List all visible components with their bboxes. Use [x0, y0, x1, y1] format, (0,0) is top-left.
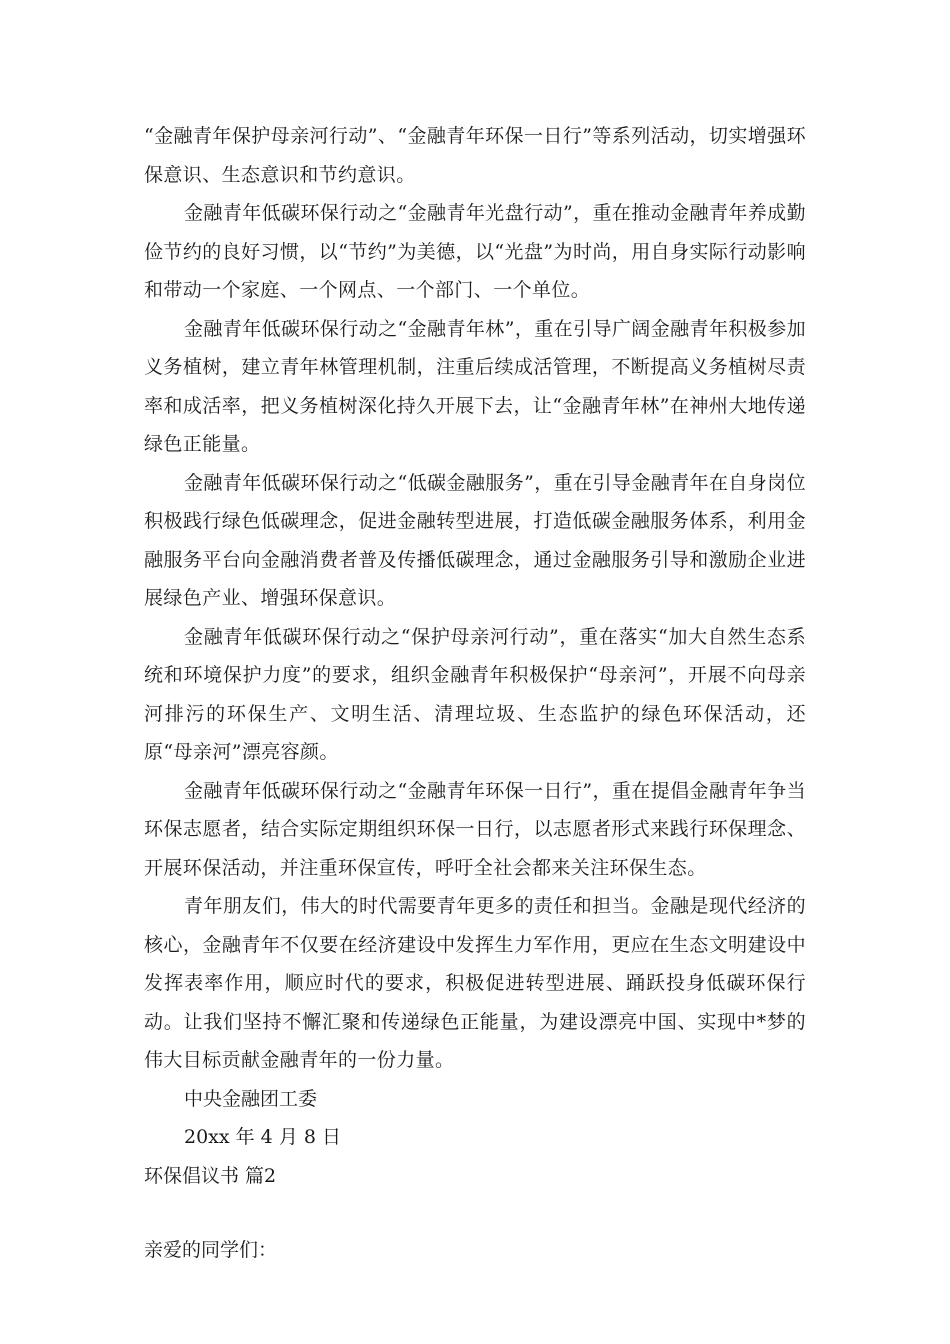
paragraph-4: 金融青年低碳环保行动之“低碳金融服务”，重在引导金融青年在自身岗位积极践行绿色低碳理念，促进金融转型进展，打造低碳金融服务体系，利用金融服务平台向金融消费者普及传播低碳理念，通过金融服务引导和激励企业进展绿色产业、增强环保意识。: [144, 471, 806, 609]
signature-org: 中央金融团工委: [184, 1087, 318, 1110]
paragraph-5: 金融青年低碳环保行动之“保护母亲河行动”，重在落实“加大自然生态系统和环境保护力度”的要求，组织金融青年积极保护“母亲河”，开展不向母亲河排污的环保生产、文明生活、清理垃圾、生态监护的绿色环保活动，还原“母亲河”漂亮容颜。: [144, 625, 806, 763]
paragraph-1: “金融青年保护母亲河行动”、“金融青年环保一日行”等系列活动，切实增强环保意识、生态意识和节约意识。: [144, 125, 806, 186]
paragraph-3: 金融青年低碳环保行动之“金融青年林”，重在引导广阔金融青年积极参加义务植树，建立青年林管理机制，注重后续成活管理，不断提高义务植树尽责率和成活率，把义务植树深化持久开展下去，让“金融青年林”在神州大地传递绿色正能量。: [144, 317, 806, 455]
paragraph-6: 金融青年低碳环保行动之“金融青年环保一日行”，重在提倡金融青年争当环保志愿者，结合实际定期组织环保一日行，以志愿者形式来践行环保理念、开展环保活动，并注重环保宣传，呼吁全社会都来关注环保生态。: [144, 779, 806, 879]
document-body: [144, 117, 806, 1270]
section-heading: 环保倡议书 篇2: [144, 1164, 277, 1187]
signature-date: 20xx 年 4 月 8 日: [184, 1126, 341, 1148]
greeting-line: 亲爱的同学们：: [144, 1239, 278, 1261]
paragraph-7: 青年朋友们，伟大的时代需要青年更多的责任和担当。金融是现代经济的核心，金融青年不仅要在经济建设中发挥生力军作用，更应在生态文明建设中发挥表率作用，顺应时代的要求，积极促进转型进展、踊跃投身低碳环保行动。让我们坚持不懈汇聚和传递绿色正能量，为建设漂亮中国、实现中*梦的伟大目标贡献金融青年的一份力量。: [144, 895, 806, 1071]
paragraph-2: 金融青年低碳环保行动之“金融青年光盘行动”，重在推动金融青年养成勤俭节约的良好习惯，以“节约”为美德，以“光盘”为时尚，用自身实际行动影响和带动一个家庭、一个网点、一个部门、一个单位。: [144, 202, 806, 301]
